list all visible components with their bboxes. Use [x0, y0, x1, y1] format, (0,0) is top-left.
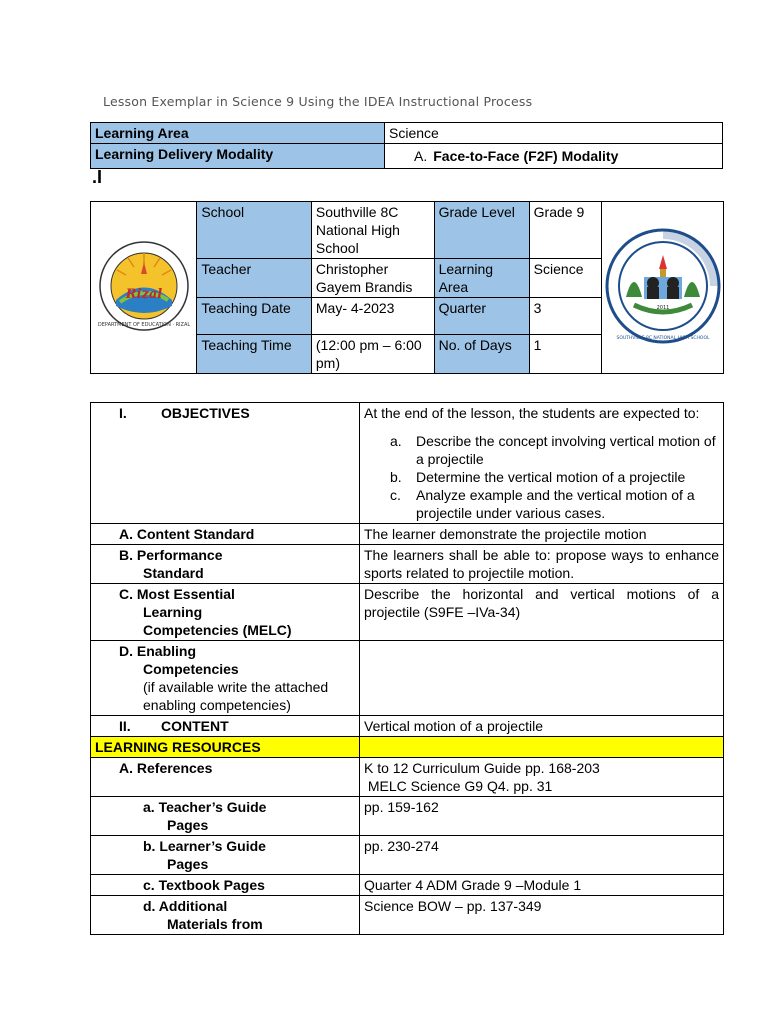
deped-logo-cell	[91, 202, 197, 374]
objectives-header	[91, 403, 360, 524]
stray-text: .I	[92, 167, 103, 187]
content-standard-value: The learner demonstrate the projectile motion	[360, 524, 724, 545]
teaching-date-label: Teaching Date	[197, 298, 312, 335]
additional-materials-value: Science BOW – pp. 137-349	[360, 896, 724, 935]
performance-standard-value: The learners shall be able to: propose ways to enhance sports related to projectile motion.	[360, 545, 724, 584]
school-info-table	[90, 201, 724, 374]
school-logo-year: 2011	[656, 304, 669, 311]
quarter-value: 3	[529, 298, 602, 335]
grade-value: Grade 9	[529, 202, 602, 259]
modality-value: Face-to-Face (F2F) Modality	[433, 148, 619, 164]
deped-logo-caption: DEPARTMENT OF EDUCATION · RIZAL	[97, 321, 190, 328]
teaching-time-label: Teaching Time	[197, 335, 312, 374]
teacher-label: Teacher	[197, 259, 312, 298]
textbook-pages-label: c. Textbook Pages	[91, 875, 360, 896]
content-standard-label: A. Content Standard	[91, 524, 360, 545]
learners-guide-value: pp. 230-274	[360, 836, 724, 875]
svg-text:Rizal: Rizal	[125, 286, 162, 302]
lesson-plan-table	[90, 402, 724, 935]
objectives-intro: At the end of the lesson, the students are expected to:	[364, 405, 700, 421]
school-label: School	[197, 202, 312, 259]
learning-resources-label: LEARNING RESOURCES	[91, 737, 360, 758]
teachers-guide-value: pp. 159-162	[360, 797, 724, 836]
teaching-time-value: (12:00 pm – 6:00 pm)	[311, 335, 434, 374]
document-header: Lesson Exemplar in Science 9 Using the IDEA Instructional Process	[103, 94, 533, 109]
modality-label: Learning Delivery Modality	[91, 144, 385, 169]
melc-value: Describe the horizontal and vertical motions of a projectile (S9FE –IVa-34)	[360, 584, 724, 641]
teacher-value: Christopher Gayem Brandis	[311, 259, 434, 298]
southville-school-logo	[604, 227, 722, 345]
learners-guide-label: b. Learner’s Guide Pages	[91, 836, 360, 875]
objectives-list	[364, 432, 719, 522]
enabling-note: (if available write the attached enabling competencies)	[143, 679, 329, 713]
learning-area-value: Science	[385, 123, 723, 144]
school-logo-cell	[602, 202, 724, 374]
modality-marker: A.	[414, 148, 428, 164]
learning-area-value-2: Science	[529, 259, 602, 298]
learning-area-label: Learning Area	[91, 123, 385, 144]
teaching-date-value: May- 4-2023	[311, 298, 434, 335]
objectives-num: I.	[119, 405, 127, 421]
days-label: No. of Days	[434, 335, 529, 374]
objective-item: a. Describe the concept involving vertical motion of a projectile	[390, 433, 716, 467]
lesson-info-table	[90, 122, 723, 169]
textbook-pages-value: Quarter 4 ADM Grade 9 –Module 1	[360, 875, 724, 896]
enabling-competencies-value	[360, 641, 724, 716]
quarter-label: Quarter	[434, 298, 529, 335]
objectives-label: OBJECTIVES	[161, 405, 250, 421]
objectives-cell	[360, 403, 724, 524]
references-value: K to 12 Curriculum Guide pp. 168-203 MELC Science G9 Q4. pp. 31	[360, 758, 724, 797]
references-label: A. References	[91, 758, 360, 797]
objective-item: b. Determine the vertical motion of a projectile	[390, 469, 686, 485]
deped-rizal-logo	[98, 240, 190, 332]
modality-value-cell	[385, 144, 723, 169]
content-value: Vertical motion of a projectile	[360, 716, 724, 737]
additional-materials-label: d. Additional Materials from	[91, 896, 360, 935]
teachers-guide-label: a. Teacher’s Guide Pages	[91, 797, 360, 836]
days-value: 1	[529, 335, 602, 374]
school-value: Southville 8C National High School	[311, 202, 434, 259]
melc-label: C. Most Essential Learning Competencies (MELC)	[91, 584, 360, 641]
performance-standard-label: B. Performance Standard	[91, 545, 360, 584]
learning-area-label-2: Learning Area	[434, 259, 529, 298]
enabling-competencies-label: D. Enabling Competencies (if available write the attached enabling competencies)	[91, 641, 360, 716]
objective-item: c. Analyze example and the vertical motion of a projectile under various cases.	[390, 487, 695, 521]
learning-resources-value	[360, 737, 724, 758]
school-logo-caption: SOUTHVILLE 8C NATIONAL HIGH SCHOOL	[616, 335, 710, 341]
content-header: II. CONTENT	[91, 716, 360, 737]
grade-label: Grade Level	[434, 202, 529, 259]
